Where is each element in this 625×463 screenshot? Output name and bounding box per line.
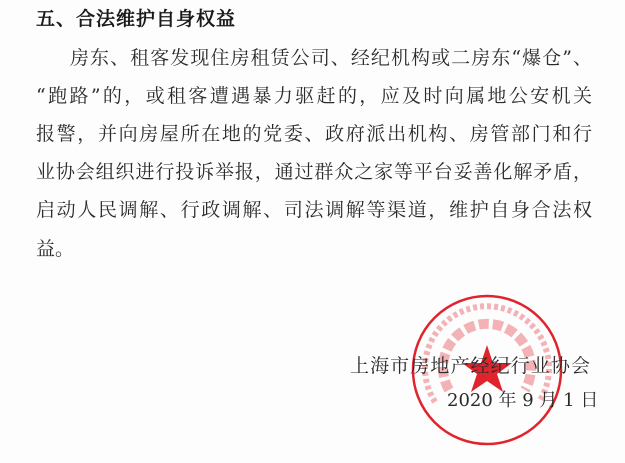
paragraph-line: 益。: [36, 238, 75, 260]
signature-date: 2020 年 9 月 1 日: [447, 390, 599, 411]
section-heading: 五、合法维护自身权益: [36, 8, 237, 30]
paragraph-line: “跑路”的，或租客遭遇暴力驱赶的，应及时向属地公安机关: [36, 85, 592, 107]
paragraph-line: 业协会组织进行投诉举报，通过群众之家等平台妥善化解矛盾，: [36, 161, 592, 183]
paragraph-line: 启动人民调解、行政调解、司法调解等渠道，维护自身合法权: [36, 199, 592, 221]
paragraph-line: 报警，并向房屋所在地的党委、政府派出机构、房管部门和行: [36, 123, 592, 145]
paragraph-line: 房东、租客发现住房租赁公司、经纪机构或二房东“爆仓”、: [70, 47, 592, 69]
signature-organization: 上海市房地产经纪行业协会: [350, 355, 590, 377]
